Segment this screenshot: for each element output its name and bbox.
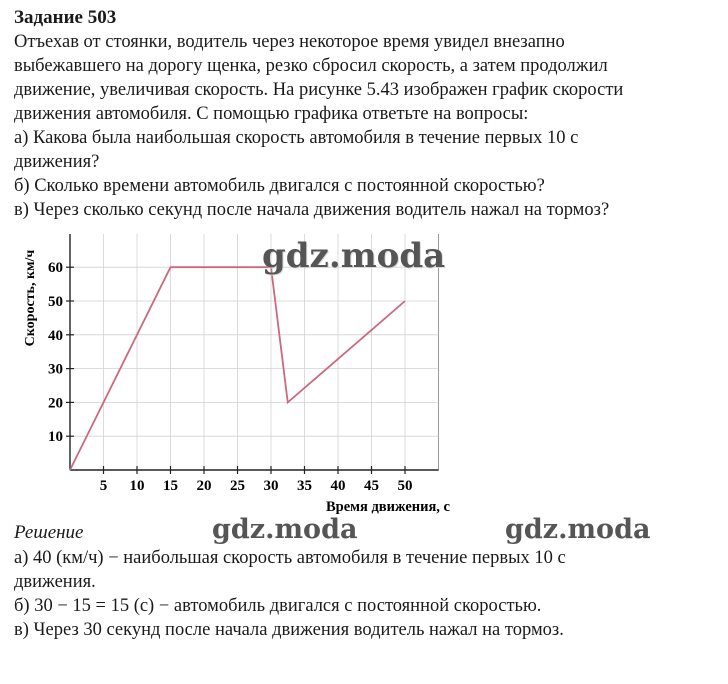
- x-tick-label: 25: [230, 478, 245, 494]
- task-line: Отъехав от стоянки, водитель через некоторое время увидел внезапно: [14, 32, 565, 52]
- x-tick-label: 20: [196, 478, 212, 494]
- solution-title: Решение: [14, 522, 84, 543]
- watermark-left: gdz.moda: [212, 514, 358, 545]
- speed-chart-svg: [10, 234, 490, 524]
- answer-b: б) 30 − 15 = 15 (с) − автомобиль двигался с постоянной скоростью.: [14, 596, 542, 616]
- task-line: движения автомобиля. С помощью графика ответьте на вопросы:: [14, 104, 529, 124]
- question-b: б) Сколько времени автомобиль двигался с постоянной скоростью?: [14, 176, 545, 196]
- answer-c: в) Через 30 секунд после начала движения водитель нажал на тормоз.: [14, 620, 564, 640]
- y-tick-label: 30: [48, 361, 63, 378]
- watermark-right: gdz.moda: [505, 514, 651, 545]
- watermark-chart: gdz.moda: [262, 236, 446, 276]
- speed-chart: [10, 234, 490, 524]
- x-tick-label: 50: [397, 478, 413, 494]
- y-axis-label: Скорость, км/ч: [23, 249, 38, 347]
- answer-a-cont: движения.: [14, 572, 96, 592]
- task-block: [14, 6, 724, 222]
- question-c: в) Через сколько секунд после начала движения водитель нажал на тормоз?: [14, 200, 610, 220]
- task-line: движение, увеличивая скорость. На рисунке 5.43 изображен график скорости: [14, 80, 624, 100]
- y-tick-label: 20: [48, 395, 63, 412]
- x-tick-label: 5: [99, 478, 108, 494]
- x-tick-label: 45: [364, 478, 379, 494]
- y-tick-label: 60: [48, 260, 63, 277]
- question-a: а) Какова была наибольшая скорость автомобиля в течение первых 10 с: [14, 128, 579, 148]
- x-tick-label: 35: [297, 478, 312, 494]
- x-tick-label: 15: [163, 478, 178, 494]
- chart-ticks: [48, 260, 413, 494]
- x-tick-label: 40: [330, 478, 346, 494]
- task-title: Задание 503: [14, 7, 117, 28]
- y-tick-label: 10: [48, 429, 63, 446]
- task-line: выбежавшего на дорогу щенка, резко сбросил скорость, а затем продолжил: [14, 56, 608, 76]
- y-tick-label: 50: [48, 294, 63, 310]
- y-tick-label: 40: [48, 327, 63, 344]
- x-tick-label: 30: [263, 478, 279, 494]
- question-a-cont: движения?: [14, 152, 100, 172]
- answer-a: а) 40 (км/ч) − наибольшая скорость автомобиля в течение первых 10 с: [14, 548, 566, 568]
- x-axis-label: Время движения, с: [325, 499, 450, 515]
- x-tick-label: 10: [129, 478, 145, 494]
